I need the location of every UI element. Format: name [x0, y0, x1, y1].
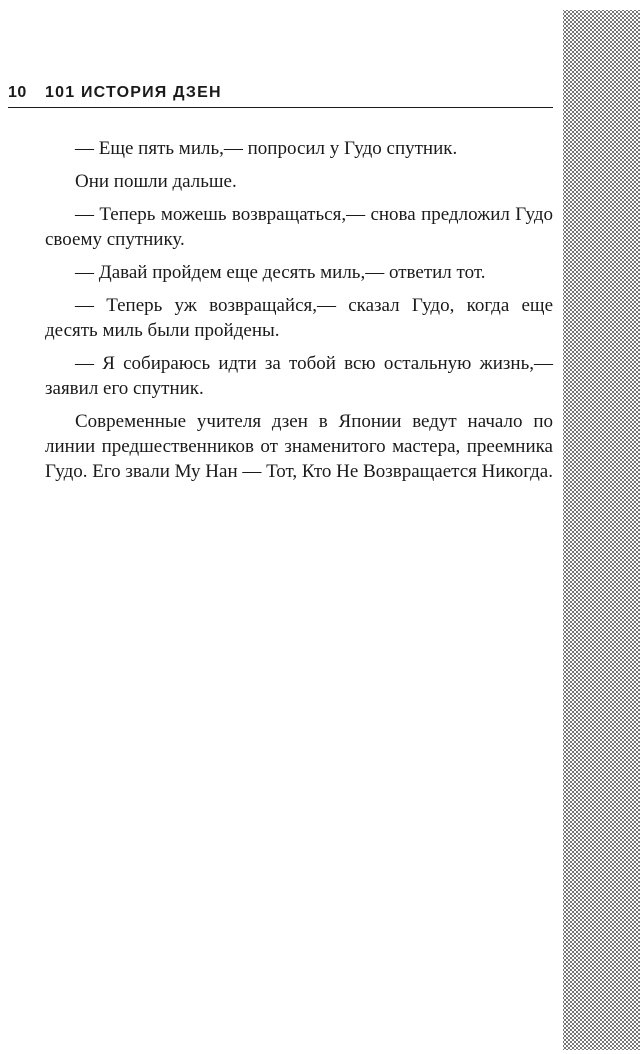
paragraph: — Еще пять миль,— попросил у Гудо спутник.	[75, 138, 458, 159]
page-number: 10	[8, 84, 27, 101]
paragraph: — Я собираюсь идти за тобой всю остальную жизнь,— заявил его спутник.	[45, 353, 553, 399]
paragraph: Современные учителя дзен в Японии ведут начало по линии предшественников от знаменитого мастера, преемника Гудо. Его звали Му Нан — Тот, Кто Не Возвращается Никогда.	[45, 411, 553, 482]
running-title: 101 ИСТОРИЯ ДЗЕН	[45, 84, 222, 101]
paragraph: Они пошли дальше.	[75, 171, 237, 192]
paragraph: — Теперь уж возвращайся,— сказал Гудо, когда еще десять миль были пройдены.	[45, 295, 553, 341]
halftone-edge-band	[563, 10, 640, 1050]
body-text	[45, 136, 553, 492]
page-header	[8, 84, 553, 108]
paragraph: — Теперь можешь возвращаться,— снова предложил Гудо своему спутнику.	[45, 204, 553, 250]
paragraph: — Давай пройдем еще десять миль,— ответил тот.	[75, 262, 486, 283]
